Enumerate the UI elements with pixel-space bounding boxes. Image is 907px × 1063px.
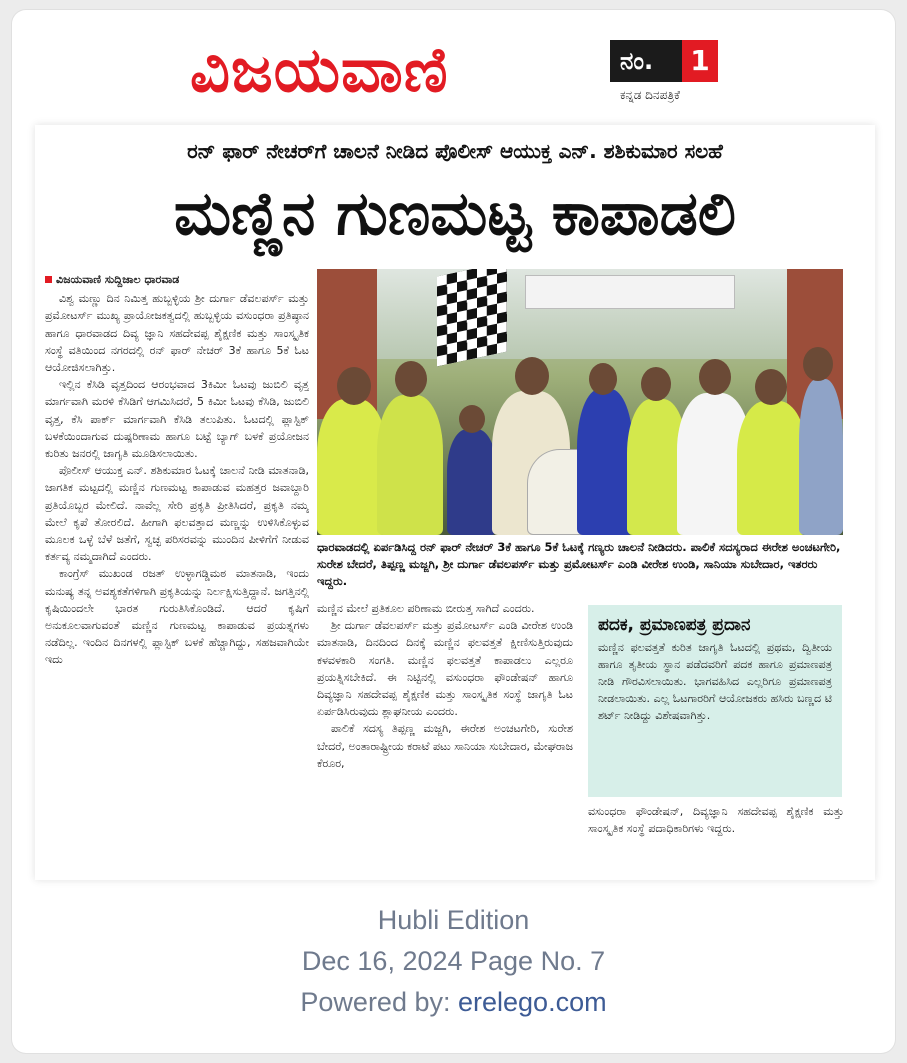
sidebar-title: ಪದಕ, ಪ್ರಮಾಣಪತ್ರ ಪ್ರದಾನ xyxy=(598,615,751,635)
article-column-1 xyxy=(45,271,309,876)
paragraph: ಪಾಲಿಕೆ ಸದಸ್ಯ ತಿಪ್ಪಣ್ಣ ಮಜ್ಜಗಿ, ಈರೇಶ ಅಂಚಟಗೇರಿ, ಸುರೇಶ ಬೇದರೆ, ಅಂತಾರಾಷ್ಟ್ರೀಯ ಕರಾಟೆ ಪಟು ಸಾನಿಯಾ ಸುಬೇದಾರ, ಮೇಘರಾಜ ಕೆರೂರ, xyxy=(317,722,573,770)
photo-person xyxy=(799,379,843,535)
edition-footer xyxy=(0,900,907,1023)
photo-person-head xyxy=(755,369,787,405)
paragraph: ಮಣ್ಣಿನ ಮೇಲೆ ಪ್ರತಿಕೂಲ ಪರಿಣಾಮ ಬೀರುತ್ತ ಸಾಗಿದೆ ಎಂದರು. xyxy=(317,602,535,615)
photo-caption: ಧಾರವಾಡದಲ್ಲಿ ಏರ್ಪಡಿಸಿದ್ದ ರನ್ ಫಾರ್ ನೇಚರ್ 3ಕೆ ಹಾಗೂ 5ಕೆ ಓಟಕ್ಕೆ ಗಣ್ಯರು ಚಾಲನೆ ನೀಡಿದರು. ಪಾಲಿಕೆ ಸದಸ್ಯರಾದ ಈರೇಶ ಅಂಚಟಗೇರಿ, ಸುರೇಶ ಬೇದರೆ, ತಿಪ್ಪಣ್ಣ ಮಜ್ಜಗಿ, ಶ್ರೀ ದುರ್ಗಾ ಡೆವಲಪರ್ಸ್ ಮತ್ತು ಪ್ರಮೋಟರ್ಸ್ ಎಂಡಿ ವೀರೇಶ ಉಂಡಿ, ಸಾನಿಯಾ ಸುಬೇದಾರ, ಇತರರು ಇದ್ದರು. xyxy=(317,540,841,588)
photo-person-head xyxy=(395,361,427,397)
article-headline: ಮಣ್ಣಿನ ಗುಣಮಟ್ಟ ಕಾಪಾಡಲಿ xyxy=(173,179,737,249)
photo-person-head xyxy=(515,357,549,395)
photo-crowd xyxy=(317,339,843,535)
newspaper-clipping xyxy=(35,125,875,880)
byline xyxy=(45,271,309,288)
paragraph: ಇಲ್ಲಿನ ಕೆಸಿಡಿ ವೃತ್ತದಿಂದ ಆರಂಭವಾದ 3ಕಿಮೀ ಓಟವು ಜುಬಿಲಿ ವೃತ್ತ ಮಾರ್ಗವಾಗಿ ಮರಳಿ ಕೆಸಿಡಿಗೆ ಆಗಮಿಸಿದರೆ, 5 ಕಿಮೀ ಓಟವು ಕೆಸಿಡಿ, ಜುಬಿಲಿ ವೃತ್ತ, ಕೆಸಿ ಪಾರ್ಕ್ ಮಾರ್ಗವಾಗಿ ಕೆಸಿಡಿ ತಲುಪಿತು. ಓಟದಲ್ಲಿ ಪ್ಲಾಸ್ಟಿಕ್ ಬಳಕೆಯಿಂದಾಗುವ ದುಷ್ಪರಿಣಾಮ ಹಾಗೂ ಬಟ್ಟೆ ಬ್ಯಾಗ್ ಬಳಕೆ ಪ್ರಯೋಜನ ಕುರಿತು ಜನರಲ್ಲಿ ಜಾಗೃತಿ ಮೂಡಿಸಲಾಯಿತು. xyxy=(45,378,309,461)
badge-text: ನಂ. xyxy=(620,47,654,75)
byline-text: ವಿಜಯವಾಣಿ ಸುದ್ದಿಜಾಲ ಧಾರವಾಡ xyxy=(56,273,180,286)
paragraph: ಶ್ರೀ ದುರ್ಗಾ ಡೆವಲಪರ್ಸ್ ಮತ್ತು ಪ್ರಮೋಟರ್ಸ್ ಎಂಡಿ ವೀರೇಶ ಉಂಡಿ ಮಾತನಾಡಿ, ದಿನದಿಂದ ದಿನಕ್ಕೆ ಮಣ್ಣಿನ ಫಲವತ್ತತೆ ಕ್ಷೀಣಿಸುತ್ತಿರುವುದು ಕಳವಳಕಾರಿ ಸಂಗತಿ. ಮಣ್ಣಿನ ಫಲವತ್ತತೆ ಕಾಪಾಡಲು ಎಲ್ಲರೂ ಪ್ರಯತ್ನಿಸಬೇಕಿದೆ. ಈ ನಿಟ್ಟಿನಲ್ಲಿ ವಸುಂಧರಾ ಫೌಂಡೇಷನ್ ಹಾಗೂ ದಿವ್ಯಜ್ಞಾನಿ ಸಹದೇವಪ್ಪ ಶೈಕ್ಷಣಿಕ ಮತ್ತು ಸಾಂಸ್ಕೃತಿಕ ಸಂಸ್ಥೆ ಜಾಗೃತಿ ಓಟ ಏರ್ಪಡಿಸಿರುವುದು ಶ್ಲಾಘನೀಯ ಎಂದರು. xyxy=(317,619,573,719)
newspaper-logo: ವಿಜಯವಾಣಿ xyxy=(190,33,449,106)
paragraph: ವಿಶ್ವ ಮಣ್ಣು ದಿನ ನಿಮಿತ್ತ ಹುಬ್ಬಳ್ಳಿಯ ಶ್ರೀ ದುರ್ಗಾ ಡೆವಲಪರ್ಸ್ ಮತ್ತು ಪ್ರಮೋಟರ್ಸ್ ಮುಖ್ಯ ಪ್ರಾಯೋಜಕತ್ವದಲ್ಲಿ ಹುಬ್ಬಳ್ಳಿಯ ವಸುಂಧರಾ ಪ್ರತಿಷ್ಠಾನ ಹಾಗೂ ಧಾರವಾಡದ ದಿವ್ಯ ಜ್ಞಾನಿ ಸಹದೇವಪ್ಪ ಶೈಕ್ಷಣಿಕ ಮತ್ತು ಸಾಂಸ್ಕೃತಿಕ ಸಂಸ್ಥೆ ವತಿಯಿಂದ ನಗರದಲ್ಲಿ ರನ್ ಫಾರ್ ನೇಚರ್ 3ಕೆ ಹಾಗೂ 5ಕೆ ಓಟ ಆಯೋಜಿಸಲಾಗಿತ್ತು. xyxy=(45,292,309,375)
paragraph: ವಸುಂಧರಾ ಫೌಂಡೇಷನ್, ದಿವ್ಯಜ್ಞಾನಿ ಸಹದೇವಪ್ಪ ಶೈಕ್ಷಣಿಕ ಮತ್ತು ಸಾಂಸ್ಕೃತಿಕ ಸಂಸ್ಥೆ ಪದಾಧಿಕಾರಿಗಳು ಇದ್ದರು. xyxy=(588,805,844,836)
photo-person-head xyxy=(803,347,833,381)
photo-person-head xyxy=(641,367,671,401)
photo-person-head xyxy=(589,363,617,395)
photo-person xyxy=(377,395,443,535)
event-photo xyxy=(317,269,843,535)
edition-label: Hubli Edition xyxy=(377,905,530,935)
badge-number: 1 xyxy=(682,40,718,82)
bullet-square-icon xyxy=(45,276,52,283)
article-kicker: ರನ್ ಫಾರ್ ನೇಚರ್‌ಗೆ ಚಾಲನೆ ನೀಡಿದ ಪೊಲೀಸ್ ಆಯುಕ್ತ ಎನ್. ಶಶಿಕುಮಾರ ಸಲಹೆ xyxy=(187,139,723,163)
no1-badge xyxy=(610,40,718,82)
award-sidebar-box xyxy=(588,605,842,797)
article-column-2 xyxy=(317,600,573,880)
sidebar-body: ಮಣ್ಣಿನ ಫಲವತ್ತತೆ ಕುರಿತ ಜಾಗೃತಿ ಓಟದಲ್ಲಿ ಪ್ರಥಮ, ದ್ವಿತೀಯ ಹಾಗೂ ತೃತೀಯ ಸ್ಥಾನ ಪಡೆದವರಿಗೆ ಪದಕ ಹಾಗೂ ಪ್ರಮಾಣಪತ್ರ ನೀಡಿ ಗೌರವಿಸಲಾಯಿತು. ಭಾಗವಹಿಸಿದ ಎಲ್ಲರಿಗೂ ಪ್ರಮಾಣಪತ್ರ ನೀಡಲಾಯಿತು. ಎಲ್ಲ ಓಟಗಾರರಿಗೆ ಆಯೋಜಕರು ಹಸಿರು ಬಣ್ಣದ ಟಿ ಶರ್ಟ್ ನೀಡಿದ್ದು ವಿಶೇಷವಾಗಿತ್ತು. xyxy=(598,641,832,722)
photo-person xyxy=(577,389,633,535)
photo-person xyxy=(447,429,497,535)
erelego-link[interactable]: erelego.com xyxy=(458,987,607,1017)
paragraph: ಕಾಂಗ್ರೆಸ್ ಮುಖಂಡ ರಜತ್ ಉಳ್ಳಾಗಡ್ಡಿಮಠ ಮಾತನಾಡಿ, ಇಂದು ಮನುಷ್ಯ ತನ್ನ ಅವಶ್ಯಕತೆಗಳಿಗಾಗಿ ಪ್ರಕೃತಿಯನ್ನು ನಿರ್ಲಕ್ಷಿಸುತ್ತಿದ್ದಾನೆ. ಜಗತ್ತಿನಲ್ಲಿ ಕೃಷಿಯಿಂದಲೇ ಭಾರತ ಗುರುತಿಸಿಕೊಂಡಿದೆ. ಆದರೆ ಕೃಷಿಗೆ ಅನುಕೂಲವಾಗುವಂತೆ ಮಣ್ಣಿನ ಗುಣಮಟ್ಟ ಕಾಪಾಡುವ ಪ್ರಯತ್ನಗಳು ನಡೆದಿಲ್ಲ. ಇಂದಿನ ದಿನಗಳಲ್ಲಿ ಪ್ಲಾಸ್ಟಿಕ್ ಬಳಕೆ ಹೆಚ್ಚಾಗಿದ್ದು, ಸಹಜವಾಗಿಯೇ ಇದು xyxy=(45,567,309,667)
tagline: ಕನ್ನಡ ದಿನಪತ್ರಿಕೆ xyxy=(620,88,681,102)
photo-person-head xyxy=(459,405,485,433)
photo-person-head xyxy=(337,367,371,405)
masthead xyxy=(190,30,730,110)
date-page-label: Dec 16, 2024 Page No. 7 xyxy=(301,946,606,976)
powered-by-prefix: Powered by: xyxy=(300,987,458,1017)
article-column-3 xyxy=(588,803,844,863)
photo-person-head xyxy=(699,359,731,395)
paragraph: ಪೊಲೀಸ್ ಆಯುಕ್ತ ಎನ್. ಶಶಿಕುಮಾರ ಓಟಕ್ಕೆ ಚಾಲನೆ ನೀಡಿ ಮಾತನಾಡಿ, ಜಾಗತಿಕ ಮಟ್ಟದಲ್ಲಿ ಮಣ್ಣಿನ ಗುಣಮಟ್ಟ ಕಾಪಾಡುವ ಮಹತ್ತರ ಜವಾಬ್ದಾರಿ ಪ್ರತಿಯೊಬ್ಬರ ಮೇಲಿದೆ. ನಾವೆಲ್ಲ ಸೇರಿ ಪ್ರಕೃತಿ ಪ್ರೀತಿಸಿದರೆ, ಪ್ರಕೃತಿ ನಮ್ಮ ಮೇಲೆ ಕೃಪೆ ತೋರಲಿದೆ. ಹೀಗಾಗಿ ಫಲವತ್ತಾದ ಮಣ್ಣನ್ನು ಉಳಿಸಿಕೊಳ್ಳುವ ಮೂಲಕ ಒಳ್ಳೆ ಬೆಳೆ ಜತೆಗೆ, ಸ್ವಚ್ಛ ಪರಿಸರವನ್ನು ಮುಂದಿನ ಪೀಳಿಗೆಗೆ ನೀಡುವ ಕರ್ತವ್ಯ ನಮ್ಮದಾಗಿದೆ ಎಂದರು. xyxy=(45,464,309,564)
photo-banner xyxy=(525,275,735,309)
powered-by xyxy=(0,982,907,1023)
photo-person xyxy=(737,401,807,535)
